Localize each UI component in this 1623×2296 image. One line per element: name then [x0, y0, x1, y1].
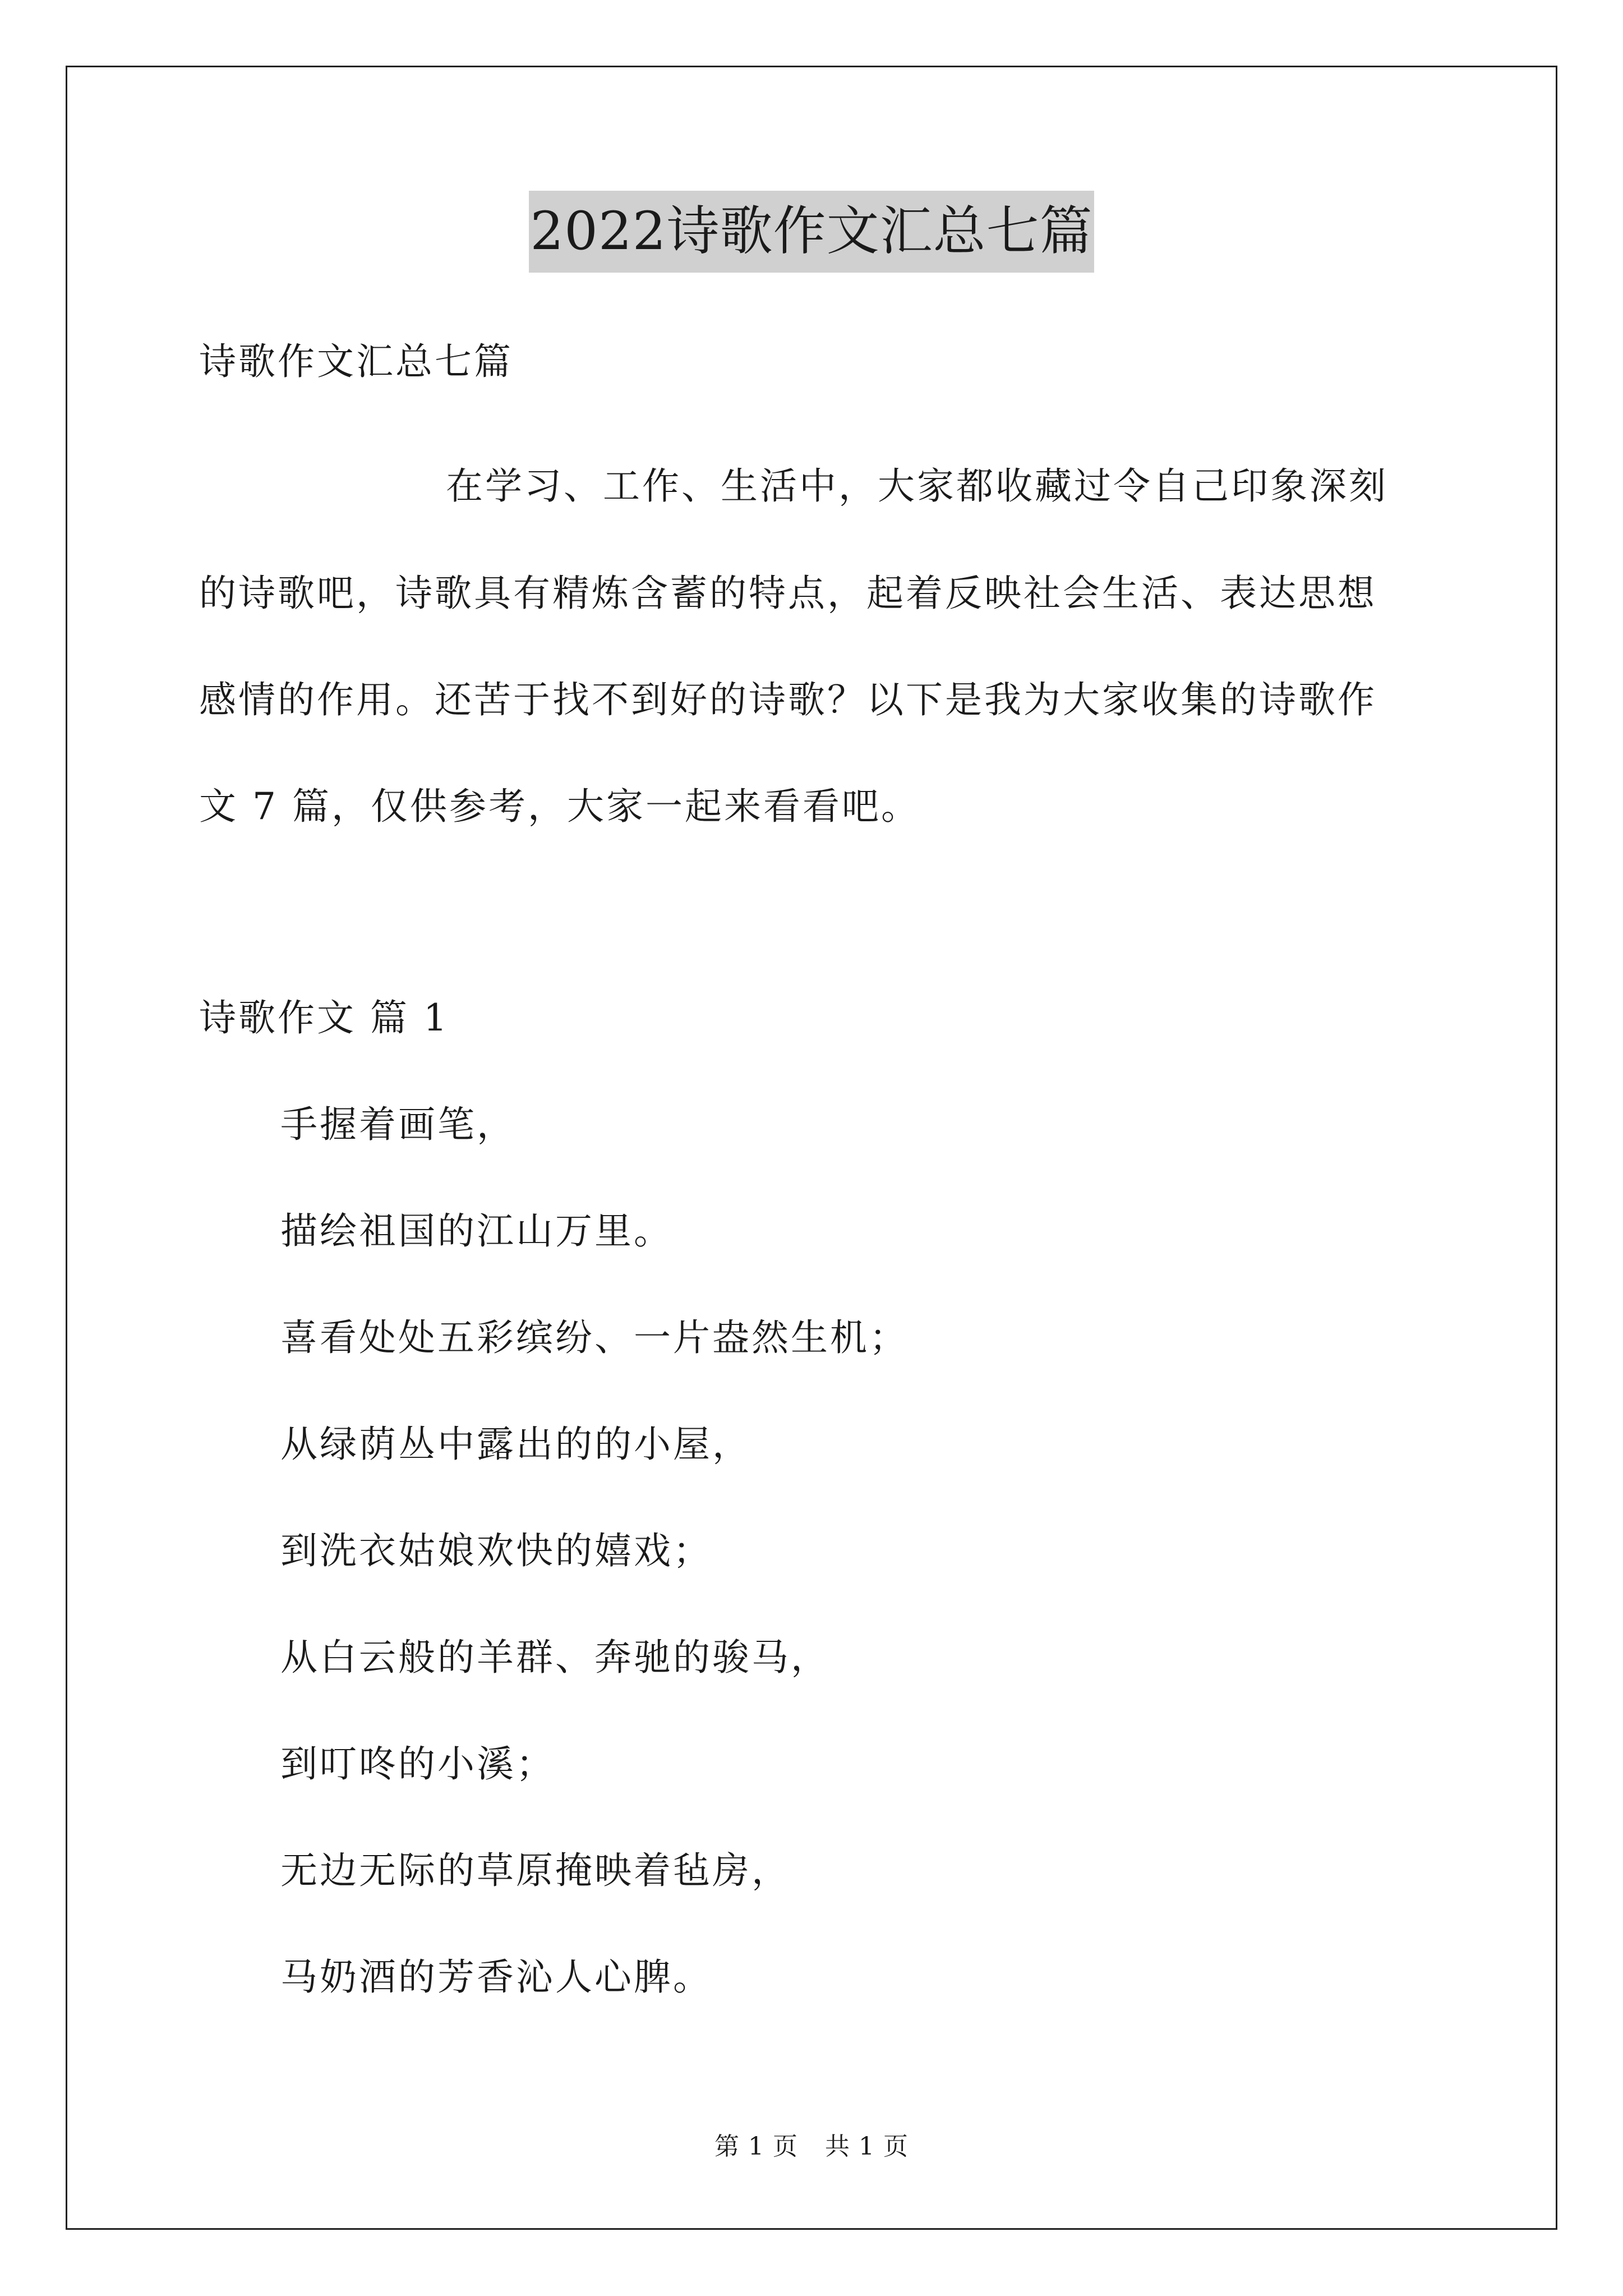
page-footer: [0, 2126, 1623, 2162]
intro-line: 文 7 篇，仅供参考，大家一起来看看吧。: [199, 785, 920, 828]
poem-line: 喜看处处五彩缤纷、一片盎然生机；: [280, 1316, 909, 1359]
subtitle-text: 诗歌作文汇总七篇: [199, 340, 513, 383]
intro-line: 的诗歌吧，诗歌具有精炼含蓄的特点，起着反映社会生活、表达思想: [199, 572, 1377, 615]
poem-line: 手握着画笔，: [280, 1103, 516, 1146]
poem-line: 马奶酒的芳香沁人心脾。: [280, 1955, 712, 1999]
poem-line: 从绿荫丛中露出的的小屋，: [280, 1423, 751, 1466]
page-number: 第 1 页: [714, 2132, 798, 2161]
poem-line: 到洗衣姑娘欢快的嬉戏；: [280, 1529, 712, 1572]
document-title: [0, 191, 1623, 273]
intro-line: 感情的作用。还苦于找不到好的诗歌？以下是我为大家收集的诗歌作: [199, 678, 1377, 721]
poem-line: 无边无际的草原掩映着毡房，: [280, 1849, 791, 1892]
poem-line: 描绘祖国的江山万里。: [280, 1209, 673, 1253]
document-title-text: 2022诗歌作文汇总七篇: [529, 191, 1094, 273]
intro-line: 在学习、工作、生活中，大家都收藏过令自己印象深刻: [446, 464, 1388, 508]
page-total: 共 1 页: [825, 2132, 909, 2161]
section-heading-text: 诗歌作文 篇 1: [199, 996, 449, 1039]
poem-line: 从白云般的羊群、奔驰的骏马，: [280, 1636, 830, 1679]
poem-line: 到叮咚的小溪；: [280, 1742, 555, 1786]
